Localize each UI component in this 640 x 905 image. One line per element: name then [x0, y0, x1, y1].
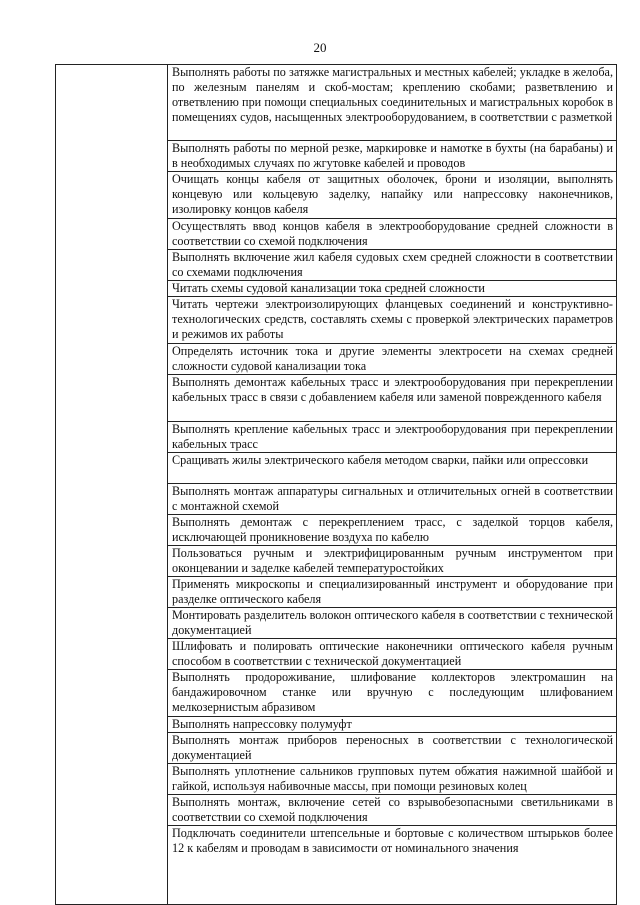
list-item: Сращивать жилы электрического кабеля методом сварки, пайки или опрессовки — [168, 453, 616, 484]
list-item: Пользоваться ручным и электрифицированным ручным инструментом при оконцевании и заделке кабелей температуростойких — [168, 546, 616, 577]
list-item: Применять микроскопы и специализированный инструмент и оборудование при разделке оптического кабеля — [168, 577, 616, 608]
list-item: Выполнять работы по затяжке магистральных и местных кабелей; укладке в желоба, по железным панелям и скоб-мостам; креплению скобами; разветвлению и ответвлению при помощи специальных соединительных и магистральных коробок в помещениях судов, насыщенных электрооборудованием, в соответствии с разметкой — [168, 65, 616, 141]
list-item: Выполнять напрессовку полумуфт — [168, 717, 616, 733]
list-item: Выполнять монтаж приборов переносных в соответствии с технологической документацией — [168, 733, 616, 764]
list-item: Читать чертежи электроизолирующих фланцевых соединений и конструктивно-технологических средств, составлять схемы с проверкой электрических параметров и режимов их работы — [168, 297, 616, 344]
list-item: Выполнять продороживание, шлифование коллекторов электромашин на бандажировочном станке или вручную с последующим шлифованием мелкозернистым абразивом — [168, 670, 616, 717]
list-item: Подключать соединители штепсельные и бортовые с количеством штырьков более 12 к кабелям и проводам в зависимости от номинального значения — [172, 826, 613, 856]
page-number: 20 — [313, 40, 327, 55]
list-item: Выполнять демонтаж кабельных трасс и электрооборудования при перекреплении кабельных трасс в связи с добавлением кабеля или заменой поврежденного кабеля — [168, 375, 616, 422]
right-column-cell — [168, 65, 617, 905]
list-item: Выполнять уплотнение сальников групповых путем обжатия нажимной шайбой и гайкой, используя набивочные массы, при помощи резиновых колец — [168, 764, 616, 795]
list-item: Очищать концы кабеля от защитных оболочек, брони и изоляции, выполнять концевую или кольцевую заделку, напайку или напрессовку наконечников, изолировку концов кабеля — [168, 172, 616, 219]
list-item: Выполнять монтаж аппаратуры сигнальных и отличительных огней в соответствии с монтажной схемой — [168, 484, 616, 515]
left-column-cell — [56, 65, 168, 905]
list-item: Выполнять монтаж, включение сетей со взрывобезопасными светильниками в соответствии со схемой подключения — [168, 795, 616, 826]
list-item: Выполнять крепление кабельных трасс и электрооборудования при перекреплении кабельных трасс — [168, 422, 616, 453]
skills-table — [55, 64, 617, 905]
list-item: Выполнять включение жил кабеля судовых схем средней сложности в соответствии со схемами подключения — [168, 250, 616, 281]
list-item: Выполнять работы по мерной резке, маркировке и намотке в бухты (на барабаны) и в необходимых случаях по жгутовке кабелей и проводов — [168, 141, 616, 172]
list-item: Шлифовать и полировать оптические наконечники оптического кабеля ручным способом в соответствии с технической документацией — [168, 639, 616, 670]
table-row — [56, 65, 617, 905]
list-item: Выполнять демонтаж с перекреплением трасс, с заделкой торцов кабеля, исключающей проникновение воздуха по кабелю — [168, 515, 616, 546]
list-item: Монтировать разделитель волокон оптического кабеля в соответствии с технической документацией — [168, 608, 616, 639]
list-item: Читать схемы судовой канализации тока средней сложности — [168, 281, 616, 297]
list-item: Осуществлять ввод концов кабеля в электрооборудование средней сложности в соответствии со схемой подключения — [168, 219, 616, 250]
list-item: Определять источник тока и другие элементы электросети на схемах средней сложности судовой канализации тока — [168, 344, 616, 375]
